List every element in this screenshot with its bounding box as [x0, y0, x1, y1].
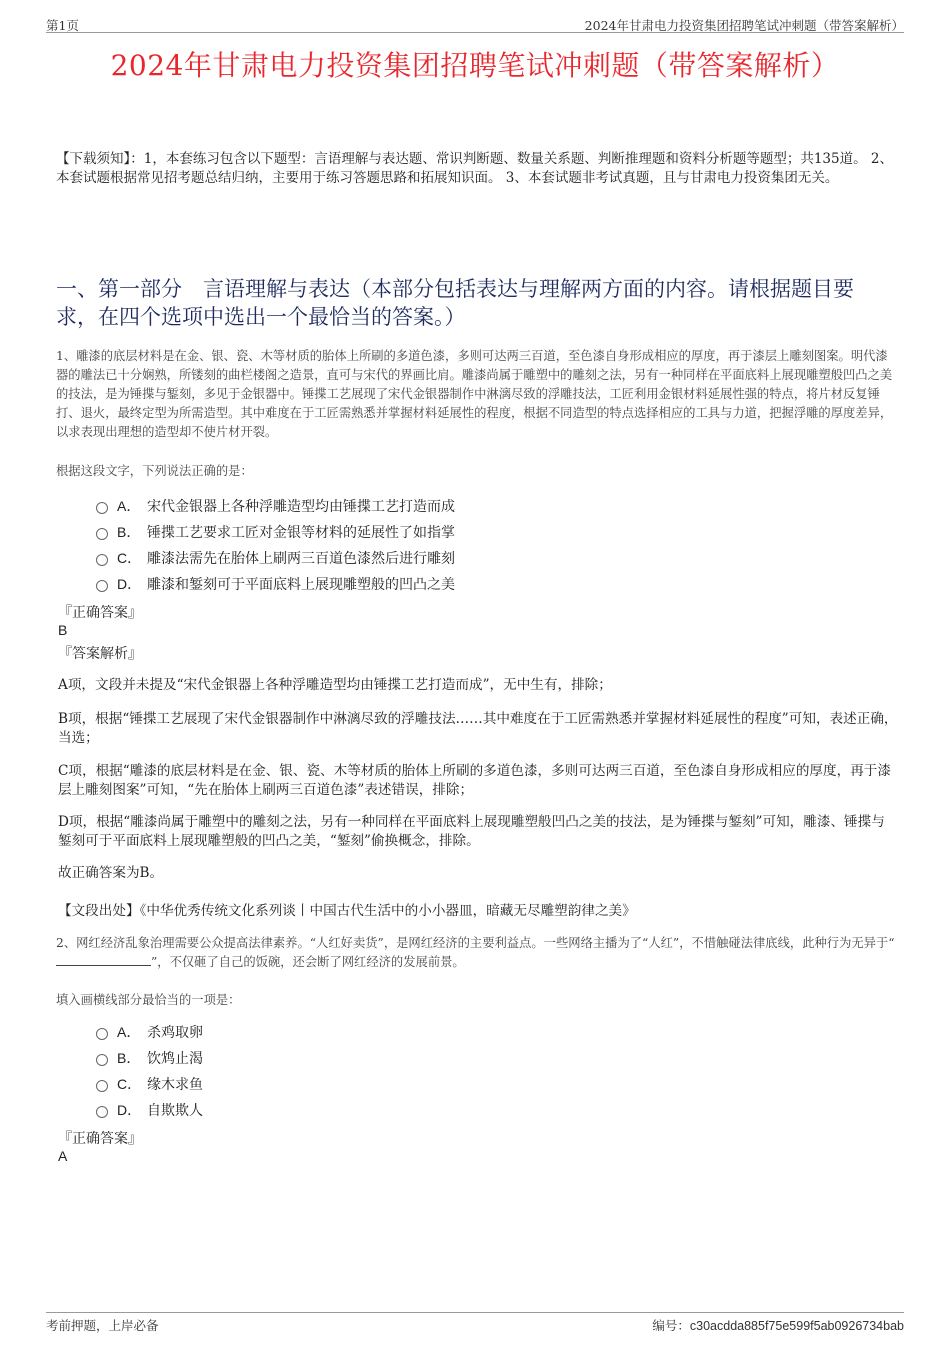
radio-icon[interactable]: [96, 1054, 108, 1066]
radio-icon[interactable]: [96, 1028, 108, 1040]
analysis-label: 『答案解析』: [58, 646, 142, 662]
page-footer: [46, 1312, 904, 1335]
section-heading: 一、第一部分 言语理解与表达（本部分包括表达与理解两方面的内容。请根据题目要求，在四个选项中选出一个最恰当的答案。）: [56, 277, 854, 329]
option-a[interactable]: A． 宋代金银器上各种浮雕造型均由锤揲工艺打造而成: [96, 493, 455, 519]
option-a[interactable]: A． 杀鸡取卵: [96, 1019, 203, 1045]
footer-slogan: 考前押题，上岸必备: [46, 1318, 159, 1333]
analysis-c: C项，根据“雕漆的底层材料是在金、银、瓷、木等材质的胎体上所刷的多道色漆，多则可达两三百道，至色漆自身形成相应的厚度，再于漆层上雕刻图案”可知，“先在胎体上刷两三百道色漆”表述错误，排除；: [58, 763, 891, 798]
question-2-prompt: 填入画横线部分最恰当的一项是：: [56, 993, 241, 1007]
radio-icon[interactable]: [96, 1106, 108, 1118]
download-notice: 【下载须知】：1，本套练习包含以下题型：言语理解与表达题、常识判断题、数量关系题、判断推理题和资料分析题等题型；共135道。 2、本套试题根据常见招考题总结归纳，主要用于练习答题思路和拓展知识面。 3、本套试题非考试真题，且与甘肃电力投资集团无关。: [56, 151, 893, 186]
option-c[interactable]: C． 缘木求鱼: [96, 1071, 203, 1097]
radio-icon[interactable]: [96, 580, 108, 592]
page-number: 第1页: [46, 18, 79, 33]
option-b[interactable]: B． 锤揲工艺要求工匠对金银等材料的延展性了如指掌: [96, 519, 455, 545]
answer-label: 『正确答案』: [58, 605, 142, 621]
conclusion: 故正确答案为B。: [58, 865, 164, 881]
page-header: [46, 14, 904, 33]
option-d[interactable]: D． 自欺欺人: [96, 1097, 203, 1123]
analysis-a: A项，文段并未提及“宋代金银器上各种浮雕造型均由锤揲工艺打造而成”，无中生有，排除；: [58, 677, 612, 693]
header-doc-title: 2024年甘肃电力投资集团招聘笔试冲刺题（带答案解析）: [584, 18, 904, 33]
question-1-stem: 1、雕漆的底层材料是在金、银、瓷、木等材质的胎体上所刷的多道色漆，多则可达两三百道，至色漆自身形成相应的厚度，再于漆层上雕刻图案。明代漆器的雕法已十分娴熟，所镂刻的曲栏楼阁之造景，直可与宋代的界画比肩。雕漆尚属于雕塑中的雕刻之法，另有一种同样在平面底料上展现雕塑般凹凸之美的技法，是为锤揲与錾刻，多见于金银器中。锤揲工艺展现了宋代金银器制作中淋漓尽致的浮雕技法，工匠利用金银材料延展性强的特点，将片材反复锤打、退火，最终定型为所需造型。其中难度在于工匠需熟悉并掌握材料延展性的程度，根据不同造型的特点选择相应的工具与力道，把握浮雕的厚度差异，以求表现出理想的造型却不使片材开裂。: [56, 349, 893, 439]
question-1-options: [96, 493, 455, 597]
fill-blank: [56, 953, 151, 966]
answer-value: B: [58, 622, 68, 638]
option-d[interactable]: D． 雕漆和錾刻可于平面底料上展现雕塑般的凹凸之美: [96, 571, 455, 597]
footer-code: 编号：c30acdda885f75e599f5ab0926734bab: [652, 1318, 904, 1333]
option-c[interactable]: C． 雕漆法需先在胎体上刷两三百道色漆然后进行雕刻: [96, 545, 455, 571]
page-title: 2024年甘肃电力投资集团招聘笔试冲刺题（带答案解析）: [110, 49, 840, 82]
radio-icon[interactable]: [96, 1080, 108, 1092]
question-2-stem: 2、网红经济乱象治理需要公众提高法律素养。“人红好卖货”，是网红经济的主要利益点。一些网络主播为了“人红”，不惜触碰法律底线，此种行为无异于“”，不仅砸了自己的饭碗，还会断了网红经济的发展前景。: [56, 936, 895, 969]
radio-icon[interactable]: [96, 528, 108, 540]
question-2-options: [96, 1019, 203, 1123]
option-b[interactable]: B． 饮鸩止渴: [96, 1045, 203, 1071]
question-1-prompt: 根据这段文字，下列说法正确的是：: [56, 464, 253, 478]
source: 【文段出处】《中华优秀传统文化系列谈丨中国古代生活中的小小器皿，暗藏无尽雕塑韵律之美》: [58, 903, 636, 919]
analysis-d: D项，根据“雕漆尚属于雕塑中的雕刻之法，另有一种同样在平面底料上展现雕塑般凹凸之美的技法，是为锤揲与錾刻”可知，雕漆、锤揲与錾刻可于平面底料上展现雕塑般的凹凸之美，“錾刻”偷换概念，排除。: [58, 814, 885, 849]
analysis-b: B项，根据“锤揲工艺展现了宋代金银器制作中淋漓尽致的浮雕技法……其中难度在于工匠需熟悉并掌握材料延展性的程度”可知，表述正确，当选；: [58, 711, 898, 746]
radio-icon[interactable]: [96, 554, 108, 566]
answer-label: 『正确答案』: [58, 1131, 142, 1147]
radio-icon[interactable]: [96, 502, 108, 514]
answer-value: A: [58, 1148, 68, 1164]
